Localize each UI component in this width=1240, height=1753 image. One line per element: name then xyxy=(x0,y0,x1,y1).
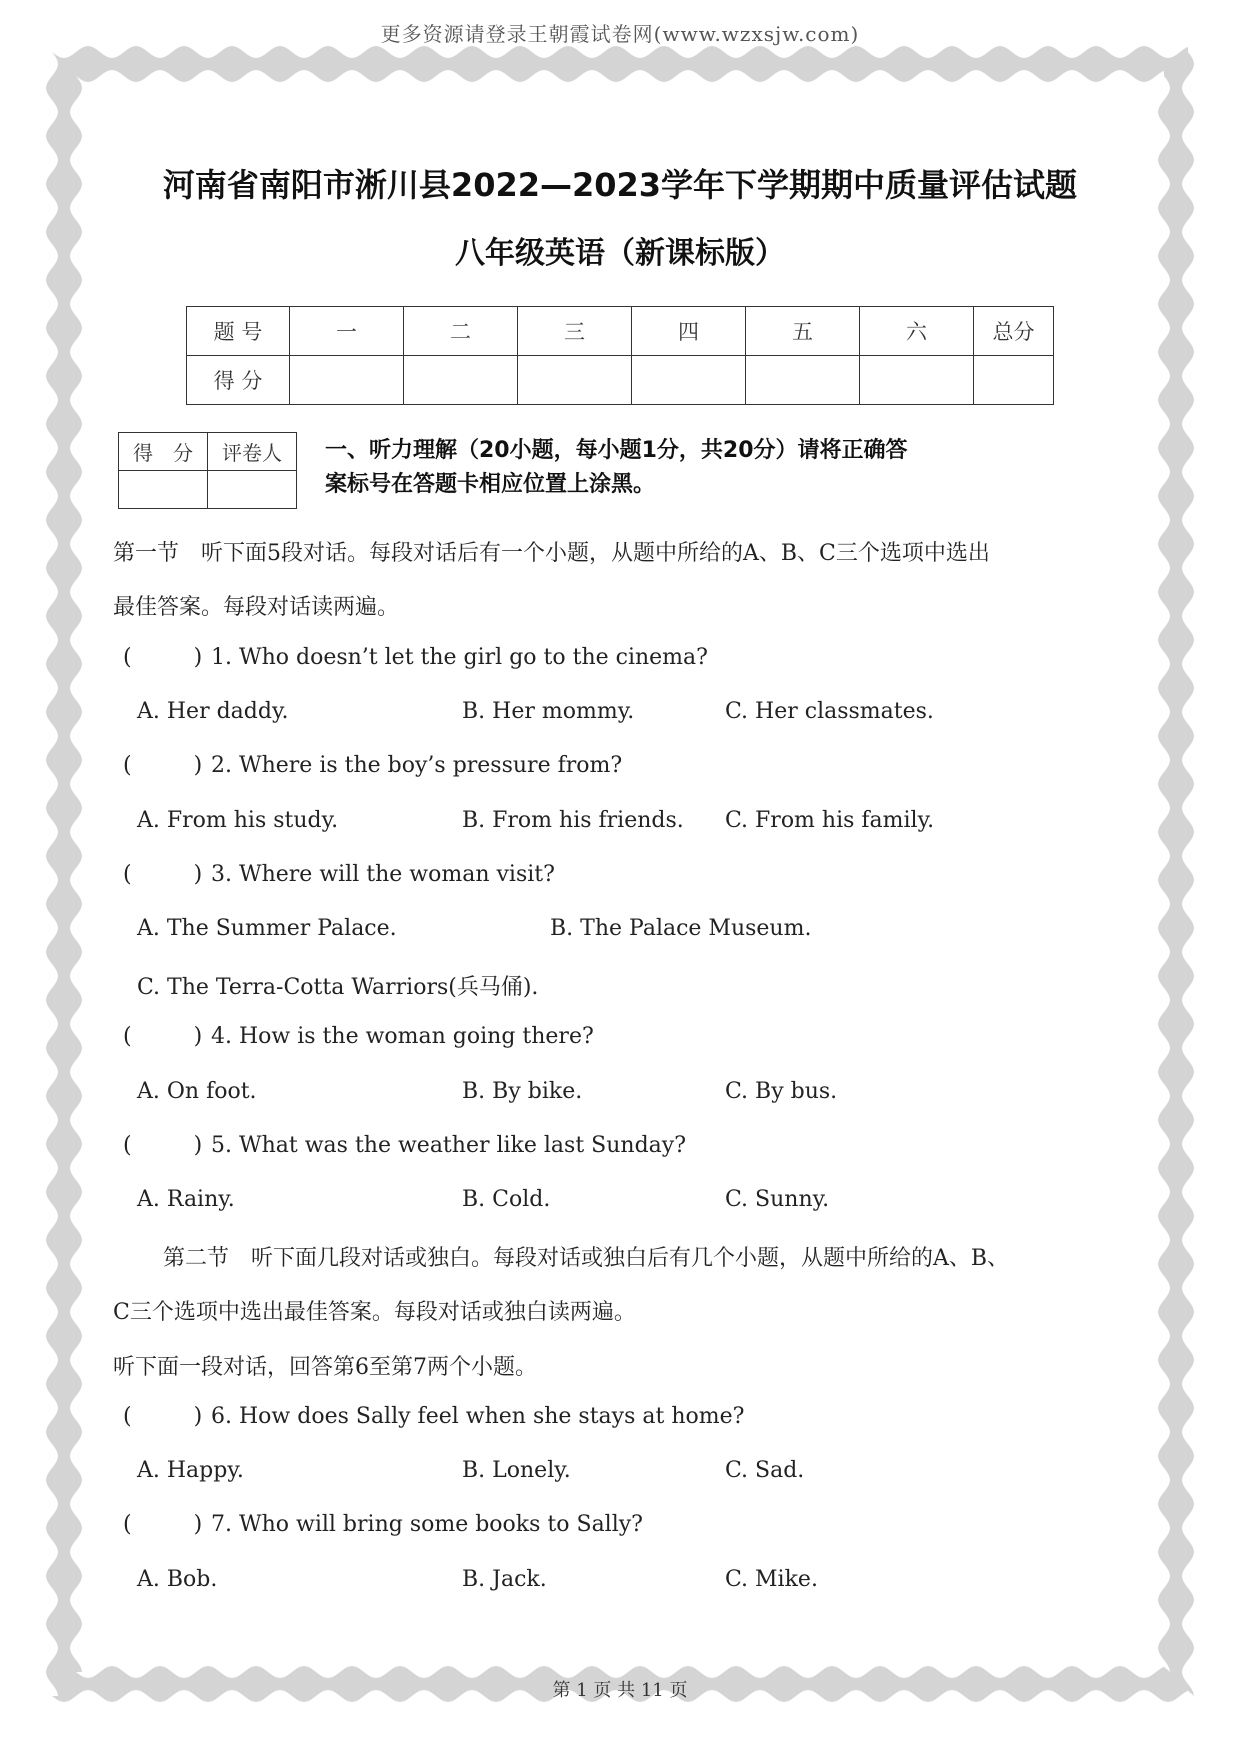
page-title: 河南省南阳市淅川县2022—2023学年下学期期中质量评估试题 xyxy=(162,166,1078,204)
answer-blank[interactable]: ( ) xyxy=(123,1024,203,1049)
option-a: A. On foot. xyxy=(137,1079,257,1104)
score-cell-1[interactable] xyxy=(290,356,404,405)
part2-instruction-line2: C三个选项中选出最佳答案。每段对话或独白读两遍。 xyxy=(113,1300,636,1325)
score-cell-total[interactable] xyxy=(974,356,1054,405)
page-number: 第 1 页 共 11 页 xyxy=(552,1680,688,1701)
score-cell-4[interactable] xyxy=(632,356,746,405)
part1-instruction-line2: 最佳答案。每段对话读两遍。 xyxy=(113,595,400,620)
answer-blank[interactable]: ( ) xyxy=(123,862,203,887)
section-heading xyxy=(325,434,1005,502)
score-header-2: 二 xyxy=(404,307,518,356)
option-c: C. From his family. xyxy=(725,808,935,833)
question-text: 6. How does Sally feel when she stays at home? xyxy=(211,1404,745,1429)
score-table-header-row xyxy=(187,307,1054,356)
question-text: 2. Where is the boy’s pressure from? xyxy=(211,753,623,778)
page-subtitle: 八年级英语（新课标版） xyxy=(455,236,785,271)
option-a: A. Rainy. xyxy=(137,1187,235,1212)
option-c: C. Sunny. xyxy=(725,1187,830,1212)
option-b: B. Cold. xyxy=(462,1187,551,1212)
question-text: 5. What was the weather like last Sunday? xyxy=(211,1133,686,1158)
question-2 xyxy=(123,753,622,778)
question-1 xyxy=(123,645,708,670)
question-text: 4. How is the woman going there? xyxy=(211,1024,594,1049)
header-note: 更多资源请登录王朝霞试卷网(www.wzxsjw.com) xyxy=(380,22,860,46)
option-c: C. Sad. xyxy=(725,1458,805,1483)
section-heading-line1: 一、听力理解（20小题，每小题1分，共20分）请将正确答 xyxy=(325,438,908,463)
part2-instruction-line3: 听下面一段对话，回答第6至第7两个小题。 xyxy=(113,1355,537,1380)
score-header-label: 题 号 xyxy=(187,307,290,356)
grader-score-cell[interactable] xyxy=(119,471,208,509)
score-cell-6[interactable] xyxy=(860,356,974,405)
option-a: A. Her daddy. xyxy=(137,699,289,724)
section-heading-line2: 案标号在答题卡相应位置上涂黑。 xyxy=(325,472,656,497)
option-b: B. The Palace Museum. xyxy=(550,916,812,941)
option-b: B. Lonely. xyxy=(462,1458,571,1483)
question-text: 7. Who will bring some books to Sally? xyxy=(211,1512,643,1537)
score-cell-2[interactable] xyxy=(404,356,518,405)
question-4 xyxy=(123,1024,594,1049)
option-b: B. Her mommy. xyxy=(462,699,635,724)
answer-blank[interactable]: ( ) xyxy=(123,753,203,778)
option-b: B. By bike. xyxy=(462,1079,583,1104)
option-a: A. From his study. xyxy=(137,808,339,833)
question-text: 1. Who doesn’t let the girl go to the cinema? xyxy=(211,645,708,670)
score-header-4: 四 xyxy=(632,307,746,356)
grader-name-cell[interactable] xyxy=(208,471,297,509)
score-header-1: 一 xyxy=(290,307,404,356)
score-header-6: 六 xyxy=(860,307,974,356)
question-5 xyxy=(123,1133,686,1158)
answer-blank[interactable]: ( ) xyxy=(123,1512,203,1537)
option-c: C. The Terra-Cotta Warriors(兵马俑). xyxy=(137,975,539,1000)
option-a: A. Bob. xyxy=(137,1567,218,1592)
answer-blank[interactable]: ( ) xyxy=(123,645,203,670)
grader-box xyxy=(118,432,297,509)
question-text: 3. Where will the woman visit? xyxy=(211,862,555,887)
question-6 xyxy=(123,1404,744,1429)
score-table xyxy=(186,306,1054,405)
option-c: C. Her classmates. xyxy=(725,699,934,724)
score-header-5: 五 xyxy=(746,307,860,356)
score-table-score-row xyxy=(187,356,1054,405)
score-header-3: 三 xyxy=(518,307,632,356)
answer-blank[interactable]: ( ) xyxy=(123,1404,203,1429)
part2-instruction-line1: 第二节 听下面几段对话或独白。每段对话或独白后有几个小题，从题中所给的A、B、 xyxy=(163,1246,1010,1271)
grader-score-label: 得 分 xyxy=(119,433,208,471)
score-header-total: 总分 xyxy=(974,307,1054,356)
grader-name-label: 评卷人 xyxy=(208,433,297,471)
option-b: B. From his friends. xyxy=(462,808,684,833)
option-a: A. Happy. xyxy=(137,1458,244,1483)
score-cell-5[interactable] xyxy=(746,356,860,405)
option-b: B. Jack. xyxy=(462,1567,547,1592)
option-c: C. Mike. xyxy=(725,1567,818,1592)
option-c: C. By bus. xyxy=(725,1079,838,1104)
option-a: A. The Summer Palace. xyxy=(137,916,397,941)
part1-instruction-line1: 第一节 听下面5段对话。每段对话后有一个小题，从题中所给的A、B、C三个选项中选出 xyxy=(113,541,990,566)
score-cell-3[interactable] xyxy=(518,356,632,405)
score-row-label: 得 分 xyxy=(187,356,290,405)
question-3 xyxy=(123,862,555,887)
question-7 xyxy=(123,1512,643,1537)
answer-blank[interactable]: ( ) xyxy=(123,1133,203,1158)
